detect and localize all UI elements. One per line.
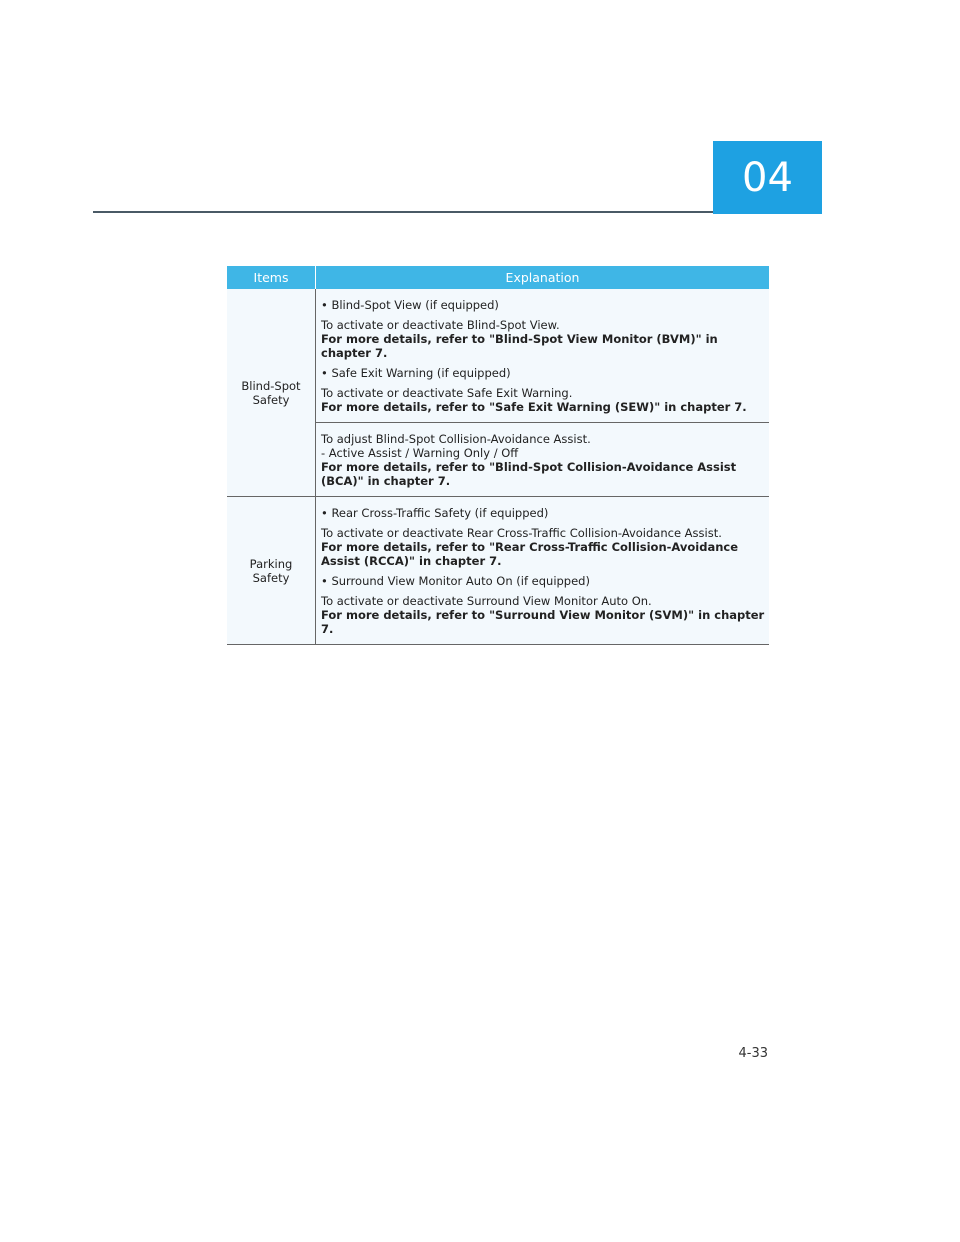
table-header-row [227, 266, 769, 289]
table-row [227, 497, 769, 645]
reference-text: For more details, refer to "Surround View Monitor (SVM)" in chapter 7. [321, 608, 765, 636]
page-number: 4-33 [738, 1046, 768, 1061]
item-cell: Blind-Spot Safety [227, 289, 316, 497]
explanation-cell [316, 497, 770, 645]
explanation-text: - Active Assist / Warning Only / Off [321, 446, 519, 460]
chapter-number: 04 [742, 154, 793, 201]
explanation-text: • Rear Cross-Traffic Safety (if equipped) [321, 506, 549, 520]
chapter-tab [713, 141, 822, 214]
header-explanation: Explanation [316, 266, 770, 289]
reference-text: For more details, refer to "Safe Exit Warning (SEW)" in chapter 7. [321, 400, 747, 414]
header-items: Items [227, 266, 316, 289]
header-rule [93, 211, 713, 213]
explanation-text: • Blind-Spot View (if equipped) [321, 298, 499, 312]
explanation-text: To activate or deactivate Rear Cross-Traffic Collision-Avoidance Assist. [321, 526, 722, 540]
reference-text: For more details, refer to "Blind-Spot View Monitor (BVM)" in chapter 7. [321, 332, 718, 360]
reference-text: For more details, refer to "Blind-Spot Collision-Avoidance Assist (BCA)" in chapter 7. [321, 460, 737, 488]
reference-text: For more details, refer to "Rear Cross-Traffic Collision-Avoidance Assist (RCCA)" in chapter 7. [321, 540, 739, 568]
explanation-text: • Surround View Monitor Auto On (if equipped) [321, 574, 590, 588]
explanation-text: To adjust Blind-Spot Collision-Avoidance Assist. [321, 432, 591, 446]
explanation-cell [316, 289, 770, 423]
table-body [227, 289, 769, 645]
feature-table [227, 266, 769, 645]
explanation-cell [316, 423, 770, 497]
table-row [227, 289, 769, 423]
explanation-text: • Safe Exit Warning (if equipped) [321, 366, 511, 380]
explanation-text: To activate or deactivate Blind-Spot View. [321, 318, 560, 332]
explanation-text: To activate or deactivate Safe Exit Warning. [321, 386, 573, 400]
item-cell: Parking Safety [227, 497, 316, 645]
explanation-text: To activate or deactivate Surround View Monitor Auto On. [321, 594, 652, 608]
